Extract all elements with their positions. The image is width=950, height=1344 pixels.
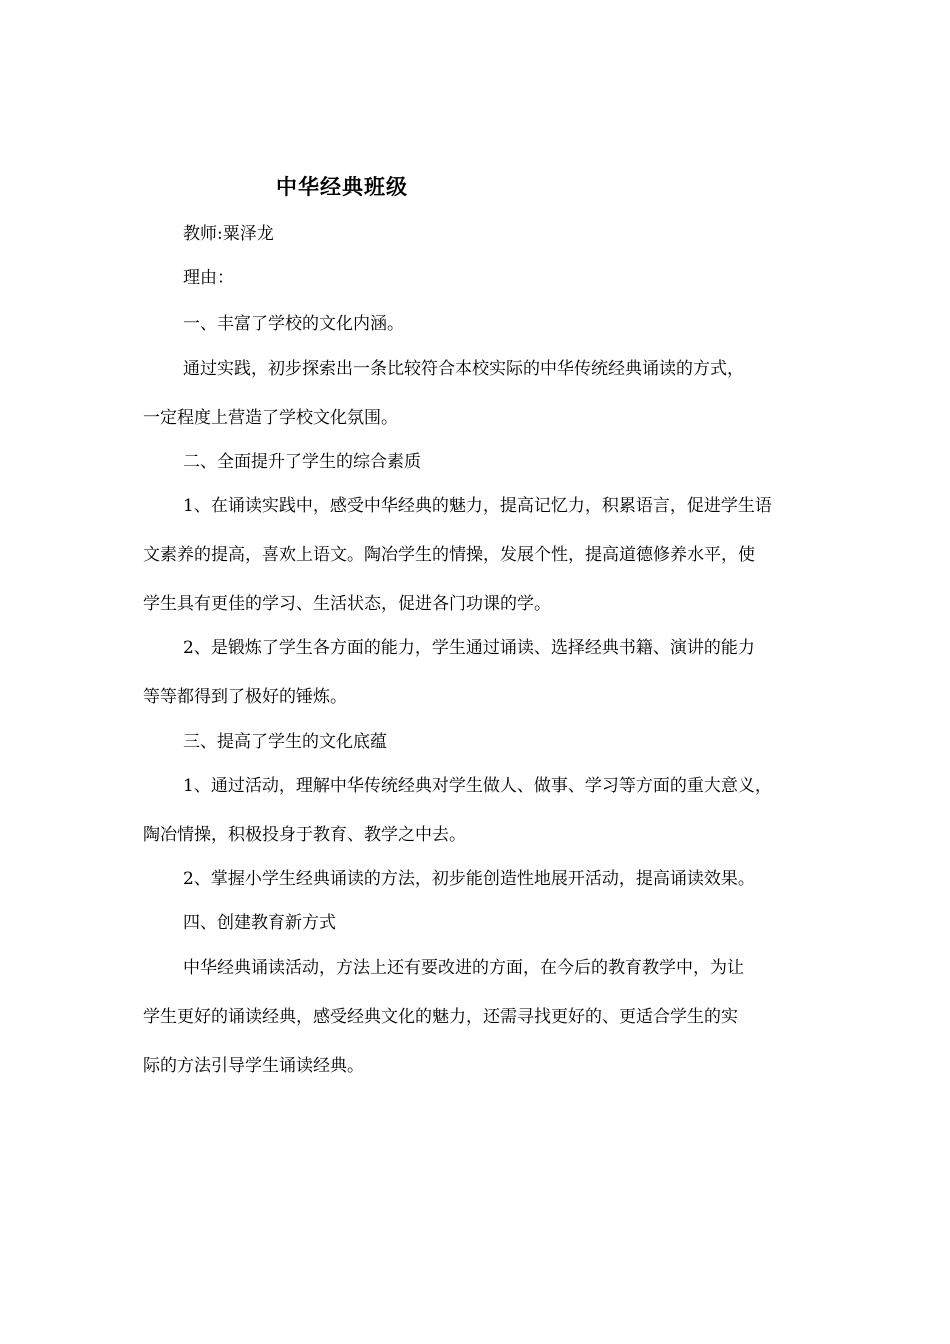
- paragraph-line: 等等都得到了极好的锤炼。: [143, 687, 347, 707]
- paragraph-line: 通过实践，初步探索出一条比较符合本校实际的中华传统经典诵读的方式，: [183, 359, 744, 379]
- section-heading-1: 一、丰富了学校的文化内涵。: [183, 314, 404, 334]
- section-heading-4: 四、创建教育新方式: [183, 913, 336, 933]
- paragraph-line: 文素养的提高，喜欢上语文。陶冶学生的情操，发展个性，提高道德修养水平，使: [143, 545, 755, 565]
- section-heading-2: 二、全面提升了学生的综合素质: [183, 452, 421, 472]
- section-heading-3: 三、提高了学生的文化底蕴: [183, 732, 387, 752]
- paragraph-line: 2、掌握小学生经典诵读的方法，初步能创造性地展开活动，提高诵读效果。: [183, 869, 755, 889]
- teacher-line: 教师:粟泽龙: [183, 224, 274, 244]
- document-title: 中华经典班级: [276, 174, 408, 199]
- paragraph-line: 中华经典诵读活动，方法上还有要改进的方面，在今后的教育教学中，为让: [183, 958, 744, 978]
- paragraph-line: 1、通过活动，理解中华传统经典对学生做人、做事、学习等方面的重大意义，: [183, 776, 772, 796]
- paragraph-line: 2、是锻炼了学生各方面的能力，学生通过诵读、选择经典书籍、演讲的能力: [183, 638, 755, 658]
- paragraph-line: 学生具有更佳的学习、生活状态，促进各门功课的学。: [143, 594, 551, 614]
- reason-label: 理由：: [183, 268, 234, 288]
- paragraph-line: 陶冶情操，积极投身于教育、教学之中去。: [143, 825, 466, 845]
- paragraph-line: 一定程度上营造了学校文化氛围。: [143, 408, 398, 428]
- paragraph-line: 1、在诵读实践中，感受中华经典的魅力，提高记忆力，积累语言，促进学生语: [183, 496, 772, 516]
- paragraph-line: 际的方法引导学生诵读经典。: [143, 1056, 364, 1076]
- paragraph-line: 学生更好的诵读经典，感受经典文化的魅力，还需寻找更好的、更适合学生的实: [143, 1007, 738, 1027]
